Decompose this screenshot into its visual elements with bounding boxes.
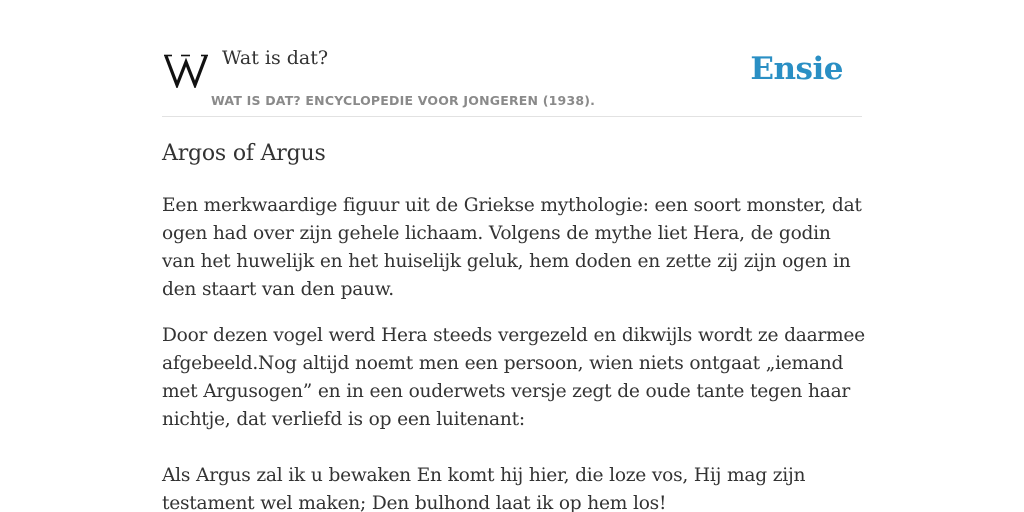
- article-paragraph: Door dezen vogel werd Hera steeds vergezeld en dikwijls wordt ze daarmee afgebeeld.Nog altijd noemt men een persoon, wien niets ontgaat „iemand met Argusogen” en in een ouderwets versje zegt de oude tante tegen haar nichtje, dat verliefd is op een luitenant:: [162, 325, 865, 430]
- header: [162, 0, 862, 117]
- wikipedia-w-icon[interactable]: [164, 52, 208, 88]
- brand-logo[interactable]: Ensie: [750, 51, 843, 87]
- article-paragraph: Een merkwaardige figuur uit de Griekse mythologie: een soort monster, dat ogen had over zijn gehele lichaam. Volgens de mythe liet Hera, de godin van het huwelijk en het huiselijk geluk, hem doden en zette zij zijn ogen in den staart van den pauw.: [162, 195, 862, 300]
- book-title[interactable]: Wat is dat?: [222, 47, 329, 69]
- article: [162, 138, 865, 512]
- article-title: Argos of Argus: [162, 141, 326, 166]
- article-verse: Als Argus zal ik u bewaken En komt hij hier, die loze vos, Hij mag zijn testament wel maken; Den bulhond laat ik op hem los!: [162, 465, 806, 512]
- book-subtitle: WAT IS DAT? ENCYCLOPEDIE VOOR JONGEREN (1938).: [211, 93, 596, 108]
